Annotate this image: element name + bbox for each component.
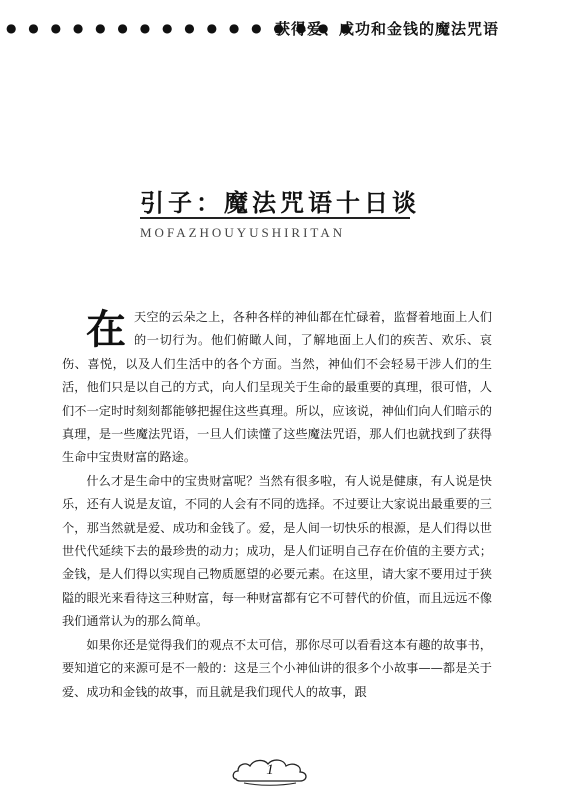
paragraph-1 bbox=[62, 306, 492, 470]
chapter-pinyin: MOFAZHOUYUSHIRITAN bbox=[140, 225, 346, 240]
page-number-ornament bbox=[230, 755, 310, 789]
paragraph-1-text: 天空的云朵之上，各种各样的神仙都在忙碌着，监督着地面上人们的一切行为。他们俯瞰人间，了解地面上人们的疾苦、欢乐、哀伤、喜悦，以及人们生活中的各个方面。当然，神仙们不会轻易干涉人们的生活，他们只是以自己的方式，向人们呈现关于生命的最重要的真理，很可惜，人们不一定时时刻刻都能够把握住这些真理。所以，应该说，神仙们向人们暗示的真理，是一些魔法咒语，一旦人们读懂了这些魔法咒语，那人们也就找到了获得生命中宝贵财富的路途。 bbox=[62, 310, 492, 465]
paragraph-2: 什么才是生命中的宝贵财富呢？当然有很多啦，有人说是健康，有人说是快乐，还有人说是友谊，不同的人会有不同的选择。不过要让大家说出最重要的三个，那当然就是爱、成功和金钱了。爱，是人间一切快乐的根源，是人们得以世世代代延续下去的最珍贵的动力；成功，是人们证明自己存在价值的主要方式；金钱，是人们得以实现自己物质愿望的必要元素。在这里，请大家不要用过于狭隘的眼光来看待这三种财富，每一种财富都有它不可替代的价值，而且远远不像我们通常认为的那么简单。 bbox=[62, 473, 492, 629]
body-text bbox=[62, 306, 492, 704]
page-number: 1 bbox=[266, 762, 274, 778]
running-header-title: 获得爱、成功和金钱的魔法咒语 bbox=[274, 20, 499, 38]
paragraph-3: 如果你还是觉得我们的观点不太可信，那你尽可以看看这本有趣的故事书，要知道它的来源可是不一般的：这是三个小神仙讲的很多个小故事——都是关于爱、成功和金钱的故事，而且就是我们现代人的故事，跟 bbox=[62, 637, 492, 699]
chapter-title: 引子：魔法咒语十日谈 bbox=[140, 189, 420, 217]
drop-cap: 在 bbox=[86, 306, 126, 353]
header-dots: ● ● ● ● ● ● ● ● ● ● ● ● ● ● ● ● bbox=[6, 21, 355, 35]
title-underline bbox=[140, 217, 410, 219]
